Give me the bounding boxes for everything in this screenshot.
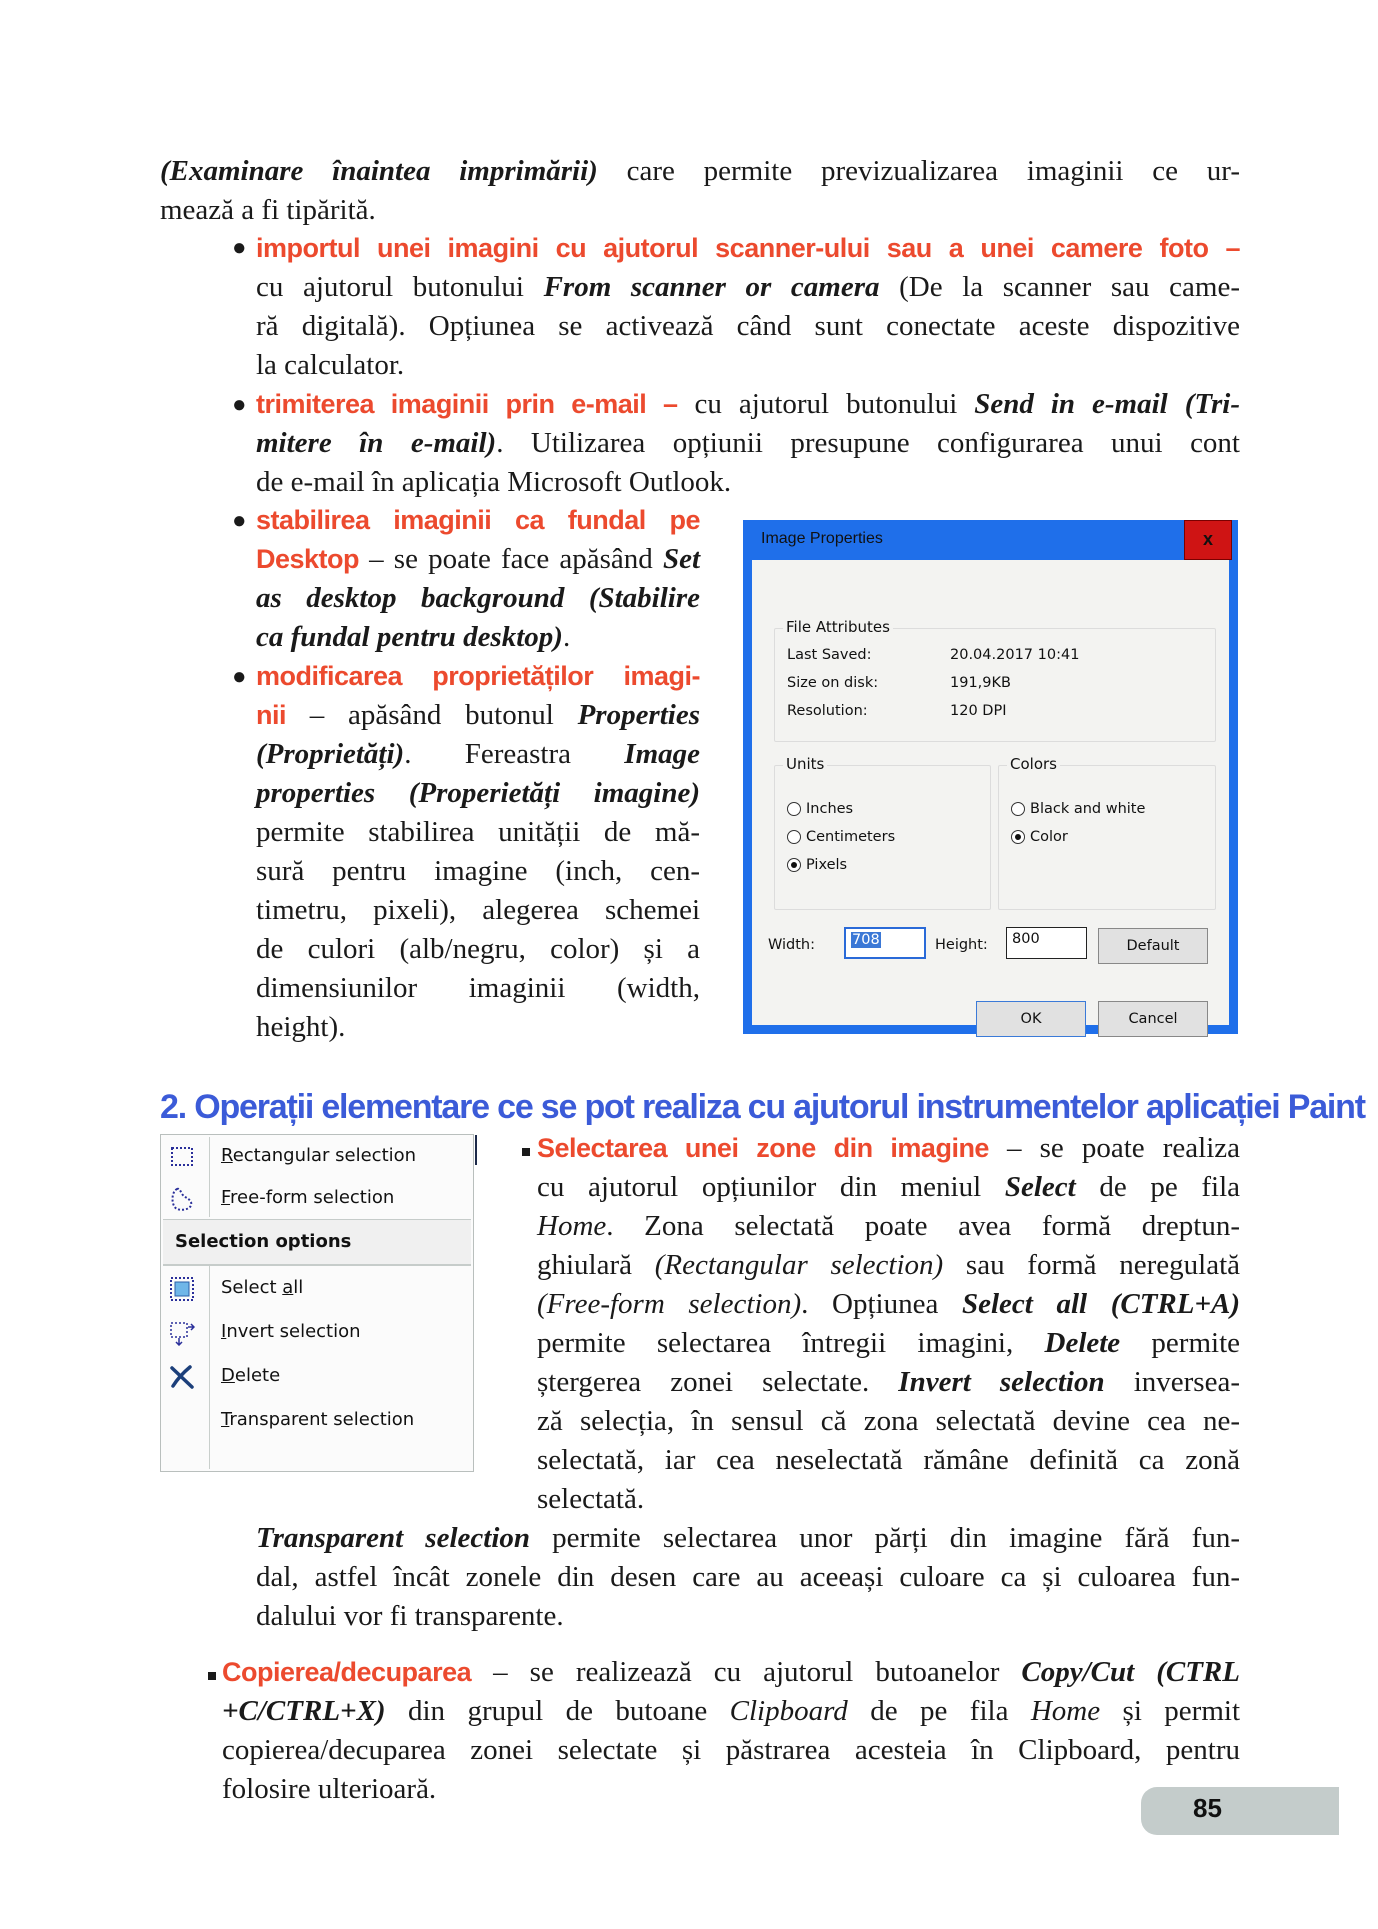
width-input[interactable] <box>844 927 926 959</box>
height-value: 800 <box>1012 931 1040 947</box>
text: sau formă neregulată <box>943 1249 1240 1281</box>
select-line <box>537 1246 1240 1285</box>
transparent-line: dalului vor fi transparente. <box>256 1600 564 1632</box>
emphasis: Copy/Cut (CTRL <box>1021 1656 1240 1688</box>
menu-item-label: Transparent selection <box>221 1409 415 1430</box>
menu-item-label: Rectangular selection <box>221 1145 417 1166</box>
bullet-line: height). <box>256 1011 346 1043</box>
copy-section <box>222 1653 1240 1809</box>
copy-line: copierea/decuparea zonei selectate și păstrarea acesteia în Clipboard, pentru <box>222 1734 1240 1766</box>
radio-black-and-white[interactable] <box>1011 801 1145 817</box>
radio-label: Inches <box>806 801 854 817</box>
group-title: Colors <box>1007 755 1060 773</box>
radio-label: Color <box>1030 829 1068 845</box>
page-number: 85 <box>1193 1793 1222 1823</box>
text: din grupul de butoane <box>385 1695 730 1727</box>
colors-group <box>998 755 1216 910</box>
menu-item-label: Select all <box>221 1277 304 1298</box>
text: ștergerea zonei selectate. <box>537 1366 899 1398</box>
emphasis: Image <box>624 738 700 770</box>
transparent-line <box>256 1519 1240 1558</box>
emphasis: as desktop background (Stabilire <box>256 582 700 614</box>
bullet-title: nii <box>256 700 286 730</box>
height-input[interactable] <box>1006 927 1087 959</box>
radio-button[interactable] <box>1011 802 1025 816</box>
bullet-title: importul unei imagini cu ajutorul scanner-ului sau a unei camere foto – <box>256 233 1240 263</box>
select-menu <box>160 1134 474 1472</box>
intro-emphasis: (Examinare înaintea imprimării) <box>160 155 598 187</box>
emphasis: Clipboard <box>729 1695 848 1727</box>
transparent-line: dal, astfel încât zonele din desen care au aceeași culoare ca și culoarea fun- <box>256 1561 1240 1593</box>
intro-line-1 <box>160 152 1240 191</box>
emphasis: (Proprietăți) <box>256 738 405 770</box>
emphasis: Send in e-mail (Tri- <box>974 388 1241 420</box>
bullet-import <box>256 229 1240 385</box>
radio-label: Black and white <box>1030 801 1146 817</box>
text: (De la scanner sau came- <box>879 271 1240 303</box>
bullet-line: de e-mail în aplicația Microsoft Outlook. <box>256 466 732 498</box>
last-saved-label: Last Saved: <box>787 647 872 663</box>
group-title: File Attributes <box>783 618 893 636</box>
text: cu ajutorul opțiunilor din meniul <box>537 1171 1005 1203</box>
text: permite selectarea unor părți din imagine fără fun- <box>530 1522 1240 1554</box>
radio-button[interactable] <box>787 802 801 816</box>
text: – se realizează cu ajutorul butoanelor <box>471 1656 1022 1688</box>
bullet-title: trimiterea imaginii prin e-mail – <box>256 389 678 419</box>
select-line: selectată, iar cea neselectată rămâne definită ca zonă <box>537 1444 1240 1476</box>
select-line <box>537 1324 1240 1363</box>
width-value: 708 <box>852 932 880 948</box>
bullet-line: dimensiunilor imaginii (width, <box>256 972 700 1004</box>
text: cu ajutorul butonului <box>677 388 975 420</box>
bullet-email <box>256 385 1240 502</box>
menu-item-delete[interactable] <box>161 1355 473 1399</box>
emphasis: From scanner or camera <box>543 271 880 303</box>
select-section <box>537 1129 1240 1519</box>
menu-header-label: Selection options <box>175 1231 352 1252</box>
select-line: selectată. <box>537 1483 645 1515</box>
emphasis: Set <box>662 543 700 575</box>
section-title: Copierea/decuparea <box>222 1657 472 1687</box>
image-properties-dialog <box>743 520 1238 1034</box>
emphasis: ca fundal pentru desktop) <box>256 621 563 653</box>
units-group <box>774 755 991 910</box>
text: și permit <box>1100 1695 1241 1727</box>
text: de pe fila <box>1075 1171 1241 1203</box>
resolution-label: Resolution: <box>787 703 868 719</box>
cancel-button[interactable]: Cancel <box>1098 1001 1208 1037</box>
bullet-line: la calculator. <box>256 349 405 381</box>
emphasis: +C/CTRL+X) <box>222 1695 386 1727</box>
copy-line <box>222 1653 1240 1692</box>
emphasis: Select all (CTRL+A) <box>961 1288 1240 1320</box>
square-bullet-icon <box>208 1672 216 1680</box>
radio-inches[interactable] <box>787 801 853 817</box>
text: . Fereastra <box>404 738 625 770</box>
bullet-properties <box>256 657 700 1047</box>
bullet-icon: ● <box>232 508 247 534</box>
text: . Opțiunea <box>801 1288 962 1320</box>
intro-line-2: mează a fi tipărită. <box>160 194 376 226</box>
text: cu ajutorul butonului <box>256 271 544 303</box>
rectangular-selection-icon <box>169 1144 195 1170</box>
file-attributes-group <box>774 618 1216 742</box>
text: . <box>562 621 571 653</box>
square-bullet-icon <box>522 1148 530 1156</box>
radio-centimeters[interactable] <box>787 829 895 845</box>
emphasis: mitere în e-mail) <box>256 427 497 459</box>
invert-selection-icon <box>169 1320 195 1346</box>
radio-color[interactable] <box>1011 829 1068 845</box>
menu-item-invert-selection[interactable] <box>161 1311 473 1355</box>
menu-header <box>163 1220 471 1264</box>
menu-item-label: Delete <box>221 1365 281 1386</box>
copy-line: folosire ulterioară. <box>222 1773 437 1805</box>
bullet-title: Desktop <box>256 544 360 574</box>
group-title: Units <box>783 755 827 773</box>
transparent-paragraph <box>256 1519 1240 1636</box>
width-label: Width: <box>768 937 816 953</box>
bullet-line <box>256 618 700 657</box>
emphasis: Delete <box>1044 1327 1121 1359</box>
text: permite selectarea întregii imagini, <box>537 1327 1045 1359</box>
bullet-icon: ● <box>232 392 247 418</box>
dialog-body <box>752 560 1229 1025</box>
dialog-title: Image Properties <box>761 530 883 547</box>
close-icon: x <box>1202 529 1213 549</box>
text: de pe fila <box>847 1695 1031 1727</box>
bullet-title: stabilirea imaginii ca fundal pe <box>256 505 700 535</box>
free-form-selection-icon <box>169 1186 195 1212</box>
text: . Zona selectată poate avea formă dreptun- <box>606 1210 1240 1242</box>
menu-item-free-form-selection[interactable] <box>161 1177 473 1221</box>
default-button[interactable]: Default <box>1098 928 1208 964</box>
bullet-line: permite stabilirea unității de mă- <box>256 816 700 848</box>
select-line <box>537 1207 1240 1246</box>
select-all-icon <box>169 1276 195 1302</box>
page-number-tab <box>1141 1787 1339 1835</box>
intro-text: care permite previzualizarea imaginii ce ur- <box>597 155 1240 187</box>
close-button[interactable] <box>1184 520 1232 560</box>
bullet-desktop <box>256 501 700 657</box>
ok-button[interactable]: OK <box>976 1001 1086 1037</box>
menu-item-label: Invert selection <box>221 1321 361 1342</box>
bullet-line <box>256 385 1240 424</box>
bullet-line <box>256 735 700 774</box>
radio-label: Pixels <box>806 857 848 873</box>
select-line <box>537 1363 1240 1402</box>
intro-paragraph <box>160 152 1240 230</box>
delete-icon <box>169 1364 195 1390</box>
bullet-line <box>256 424 1240 463</box>
menu-edge <box>475 1135 477 1165</box>
emphasis: Invert selection <box>898 1366 1105 1398</box>
menu-separator <box>163 1264 471 1266</box>
height-label: Height: <box>935 937 988 953</box>
bullet-line: sură pentru imagine (inch, cen- <box>256 855 700 887</box>
bullet-line: de culori (alb/negru, color) și a <box>256 933 700 965</box>
section-heading: 2. Operații elementare ce se pot realiza cu ajutorul instrumentelor aplicației Paint <box>160 1088 1365 1126</box>
bullet-line <box>256 696 700 735</box>
emphasis: properties (Properietăți imagine) <box>256 777 700 809</box>
menu-item-select-all[interactable] <box>161 1267 473 1311</box>
emphasis: (Rectangular selection) <box>654 1249 944 1281</box>
select-line <box>537 1129 1240 1168</box>
size-on-disk-label: Size on disk: <box>787 675 879 691</box>
text: – apăsând butonul <box>286 699 578 731</box>
emphasis: Home <box>537 1210 607 1242</box>
text: permite <box>1120 1327 1240 1359</box>
select-line <box>537 1168 1240 1207</box>
menu-item-rectangular-selection[interactable] <box>161 1135 473 1179</box>
select-line: ză selecția, în sensul că zona selectată devine cea ne- <box>537 1405 1240 1437</box>
text: . Utilizarea opțiunii presupune configurarea unui cont <box>496 427 1240 459</box>
radio-button[interactable] <box>1011 830 1025 844</box>
emphasis: Transparent selection <box>256 1522 531 1554</box>
text: ghiulară <box>537 1249 655 1281</box>
text: inversea- <box>1104 1366 1240 1398</box>
bullet-icon: ● <box>232 235 247 261</box>
emphasis: Properties <box>577 699 700 731</box>
bullet-line <box>256 540 700 579</box>
bullet-line: timetru, pixeli), alegerea schemei <box>256 894 700 926</box>
radio-pixels[interactable] <box>787 857 847 873</box>
bullet-line <box>256 268 1240 307</box>
bullet-title: modificarea proprietăților imagi- <box>256 661 700 691</box>
bullet-line: ră digitală). Opțiunea se activează când sunt conectate aceste dispozitive <box>256 310 1240 342</box>
emphasis: Home <box>1030 1695 1101 1727</box>
text: – se poate face apăsând <box>359 543 663 575</box>
section-title: Selectarea unei zone din imagine <box>537 1133 989 1163</box>
radio-button[interactable] <box>787 830 801 844</box>
copy-line <box>222 1692 1240 1731</box>
resolution-value: 120 DPI <box>950 703 1007 719</box>
bullet-icon: ● <box>232 664 247 690</box>
menu-item-transparent-selection[interactable] <box>161 1399 473 1443</box>
radio-button[interactable] <box>787 858 801 872</box>
menu-item-label: Free-form selection <box>221 1187 395 1208</box>
size-on-disk-value: 191,9KB <box>950 675 1011 691</box>
radio-label: Centimeters <box>806 829 896 845</box>
text: – se poate realiza <box>988 1132 1240 1164</box>
emphasis: (Free-form selection) <box>537 1288 802 1320</box>
emphasis: Select <box>1004 1171 1076 1203</box>
last-saved-value: 20.04.2017 10:41 <box>950 647 1080 663</box>
select-line <box>537 1285 1240 1324</box>
